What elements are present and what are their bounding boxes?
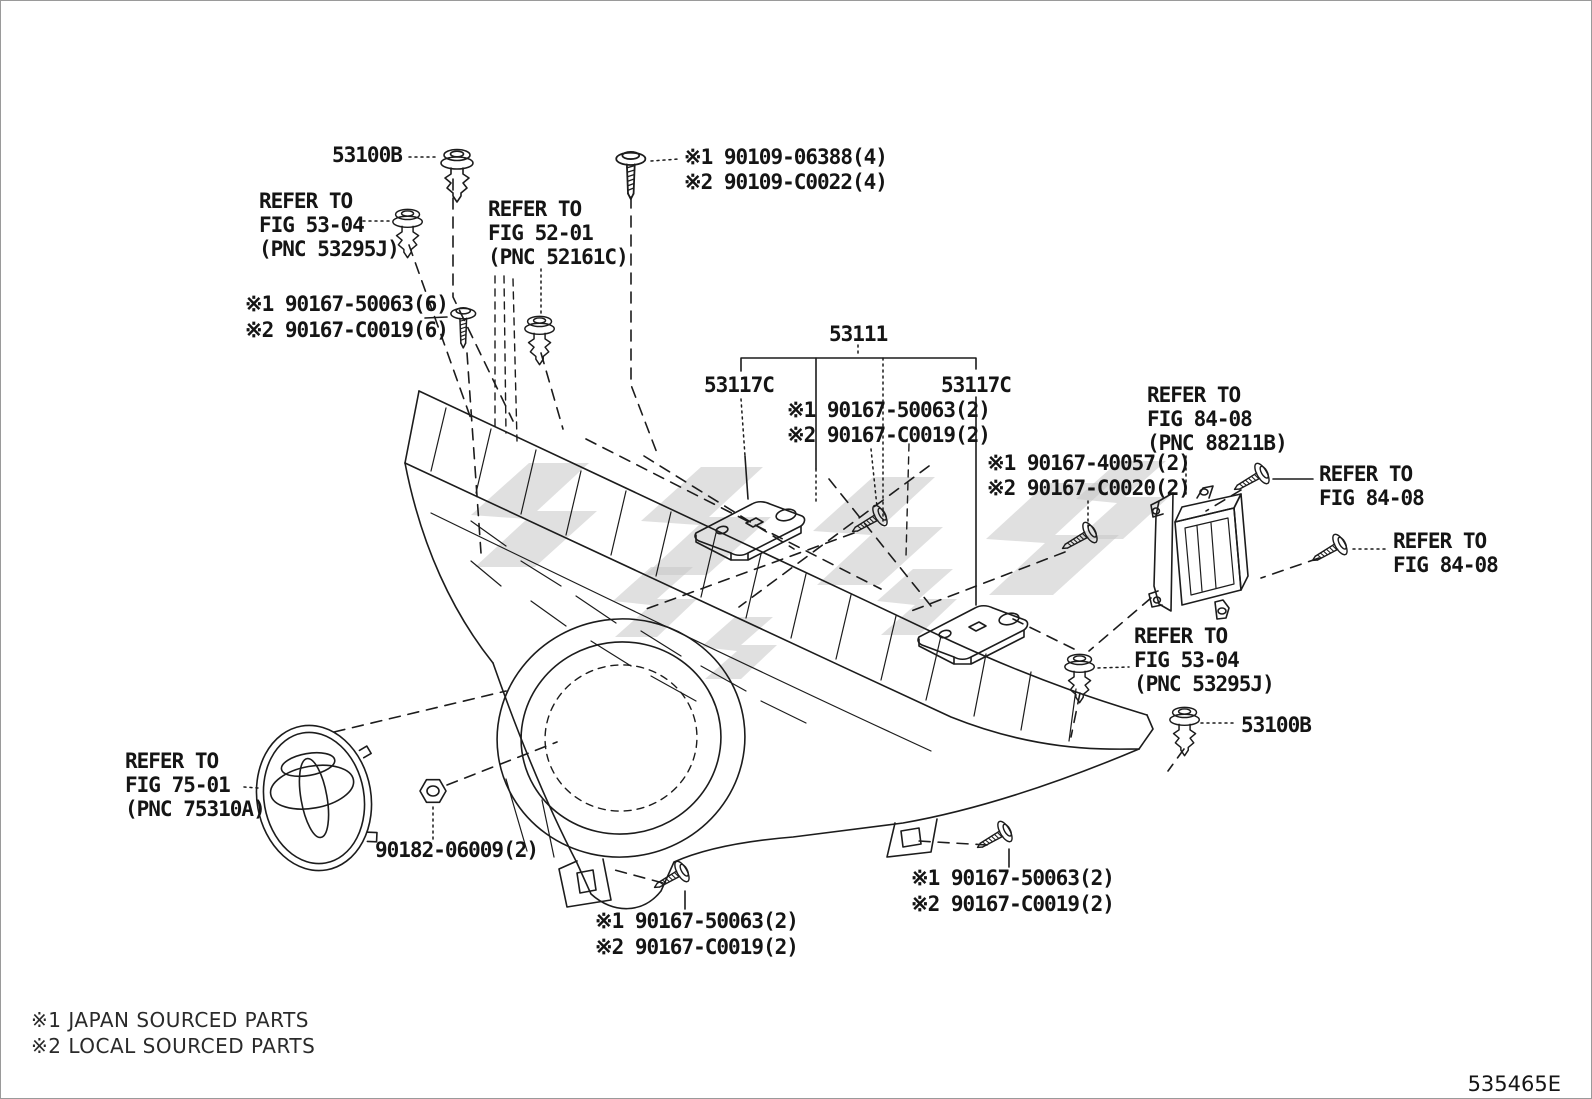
label-fig5304-right-line1: REFER TO — [1134, 624, 1228, 648]
screw-90109-icon — [616, 152, 645, 199]
label-fig5304-left-line1: REFER TO — [259, 189, 353, 213]
label-90182: 90182-06009(2) — [375, 838, 539, 862]
nut-90182-icon — [420, 780, 446, 803]
grille-right-tip — [1139, 715, 1153, 749]
footer — [31, 1008, 1561, 1096]
toyota-emblem — [245, 715, 390, 880]
screw-fig8408-lower-icon — [1307, 532, 1351, 570]
screw-90167x2-bottom-left-icon — [649, 859, 693, 897]
label-53117c-left: 53117C — [704, 373, 774, 397]
grille-foot-left — [559, 859, 611, 907]
callout-labels — [125, 143, 1498, 959]
label-fig8408-lower-line1: REFER TO — [1393, 529, 1487, 553]
label-90167x2-bl-line1: ※1 90167-50063(2) — [595, 909, 798, 933]
label-fig5201-line2: FIG 52-01 — [488, 221, 593, 245]
label-53100b-top: 53100B — [332, 143, 402, 167]
label-fig5201-line1: REFER TO — [488, 197, 582, 221]
label-fig7501-line3: (PNC 75310A) — [125, 797, 265, 821]
grille-foot-right — [887, 819, 937, 857]
doc-code: 535465E — [1467, 1072, 1561, 1096]
label-90167x6-line2: ※2 90167-C0019(6) — [245, 318, 448, 342]
label-90167x2-br-line2: ※2 90167-C0019(2) — [911, 892, 1114, 916]
clip-53100b-top-icon — [441, 150, 473, 203]
label-fig5304-right-line3: (PNC 53295J) — [1134, 672, 1274, 696]
clip-fig5201-icon — [525, 316, 554, 364]
label-fig5304-left-line3: (PNC 53295J) — [259, 237, 399, 261]
label-90167x2-center-line1: ※1 90167-50063(2) — [787, 398, 990, 422]
footnote-japan-sourced: ※1 JAPAN SOURCED PARTS — [31, 1008, 310, 1032]
grille-left-cap — [405, 391, 419, 463]
leader-lines — [244, 157, 1387, 909]
label-90167x2-center-line2: ※2 90167-C0019(2) — [787, 423, 990, 447]
label-fig5304-left-line2: FIG 53-04 — [259, 213, 364, 237]
label-fig8408-upper-line1: REFER TO — [1319, 462, 1413, 486]
label-fig8408-pnc-line3: (PNC 88211B) — [1147, 431, 1287, 455]
label-40057-line1: ※1 90167-40057(2) — [987, 451, 1190, 475]
label-fig7501-line1: REFER TO — [125, 749, 219, 773]
label-90167x6-line1: ※1 90167-50063(6) — [245, 292, 448, 316]
label-90109-line1: ※1 90109-06388(4) — [684, 145, 887, 169]
screw-90167x6-icon — [451, 308, 476, 348]
radar-sensor-unit — [1149, 486, 1248, 619]
radiator-grille-diagram — [1, 1, 1591, 1098]
label-fig7501-line2: FIG 75-01 — [125, 773, 230, 797]
label-53117c-right: 53117C — [941, 373, 1011, 397]
label-fig8408-lower-line2: FIG 84-08 — [1393, 553, 1498, 577]
label-fig8408-upper-line2: FIG 84-08 — [1319, 486, 1424, 510]
label-fig8408-pnc-line1: REFER TO — [1147, 383, 1241, 407]
grille-slats — [431, 408, 1076, 741]
label-fig8408-pnc-line2: FIG 84-08 — [1147, 407, 1252, 431]
footnote-local-sourced: ※2 LOCAL SOURCED PARTS — [31, 1034, 316, 1058]
label-90109-line2: ※2 90109-C0022(4) — [684, 170, 887, 194]
label-90167x2-br-line1: ※1 90167-50063(2) — [911, 866, 1114, 890]
label-40057-line2: ※2 90167-C0020(2) — [987, 476, 1190, 500]
label-fig5201-line3: (PNC 52161C) — [488, 245, 628, 269]
label-53100b-right: 53100B — [1241, 713, 1311, 737]
label-90167x2-bl-line2: ※2 90167-C0019(2) — [595, 935, 798, 959]
label-fig5304-right-line2: FIG 53-04 — [1134, 648, 1239, 672]
label-53111: 53111 — [829, 322, 888, 346]
